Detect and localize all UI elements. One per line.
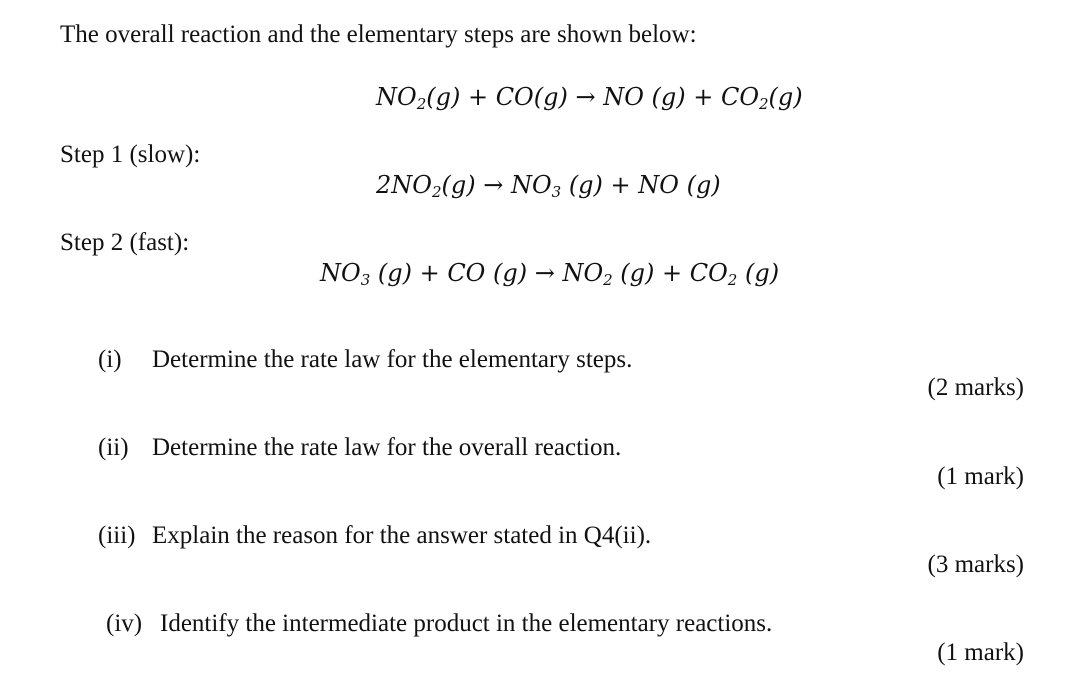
overall-reactant1: NO	[376, 83, 417, 111]
overall-reactant1-subscript: 2	[416, 95, 427, 113]
question-number: (ii)	[98, 434, 129, 461]
question-text: Explain the reason for the answer stated in Q4(ii).	[152, 522, 652, 549]
step2-equation	[320, 258, 779, 288]
question-marks: (1 mark)	[937, 639, 1024, 666]
step1-part1: 2NO	[376, 171, 432, 199]
step1-sub1: 2	[431, 183, 442, 201]
step1-equation	[376, 170, 721, 200]
step2-part3: (g) + CO	[612, 259, 728, 287]
overall-reaction-equation	[376, 82, 803, 112]
question-text: Determine the rate law for the overall reaction.	[152, 434, 622, 461]
step1-sub2: 3	[551, 183, 562, 201]
question-marks: (2 marks)	[927, 374, 1024, 401]
step1-part3: (g) + NO (g)	[561, 171, 721, 199]
question-marks: (3 marks)	[927, 551, 1024, 578]
step2-part1: NO	[320, 259, 361, 287]
step2-part4: (g)	[737, 259, 780, 287]
intro-text: The overall reaction and the elementary steps are shown below:	[60, 21, 697, 48]
question-text: Determine the rate law for the elementary steps.	[152, 346, 633, 373]
question-number: (i)	[98, 346, 122, 373]
overall-end: (g)	[768, 83, 803, 111]
step2-sub2: 2	[603, 271, 613, 289]
step2-part2: (g) + CO (g) → NO	[370, 259, 604, 287]
question-number: (iii)	[98, 522, 136, 549]
step1-label: Step 1 (slow):	[60, 141, 201, 168]
overall-middle: (g) + CO(g) → NO (g) + CO	[426, 83, 759, 111]
step2-label: Step 2 (fast):	[60, 229, 190, 256]
question-number: (iv)	[106, 610, 143, 637]
question-marks: (1 mark)	[937, 463, 1024, 490]
step2-sub1: 3	[360, 271, 371, 289]
overall-product2-subscript: 2	[759, 95, 769, 113]
step1-part2: (g) → NO	[441, 171, 552, 199]
question-text: Identify the intermediate product in the elementary reactions.	[160, 610, 773, 637]
step2-sub3: 2	[727, 271, 738, 289]
